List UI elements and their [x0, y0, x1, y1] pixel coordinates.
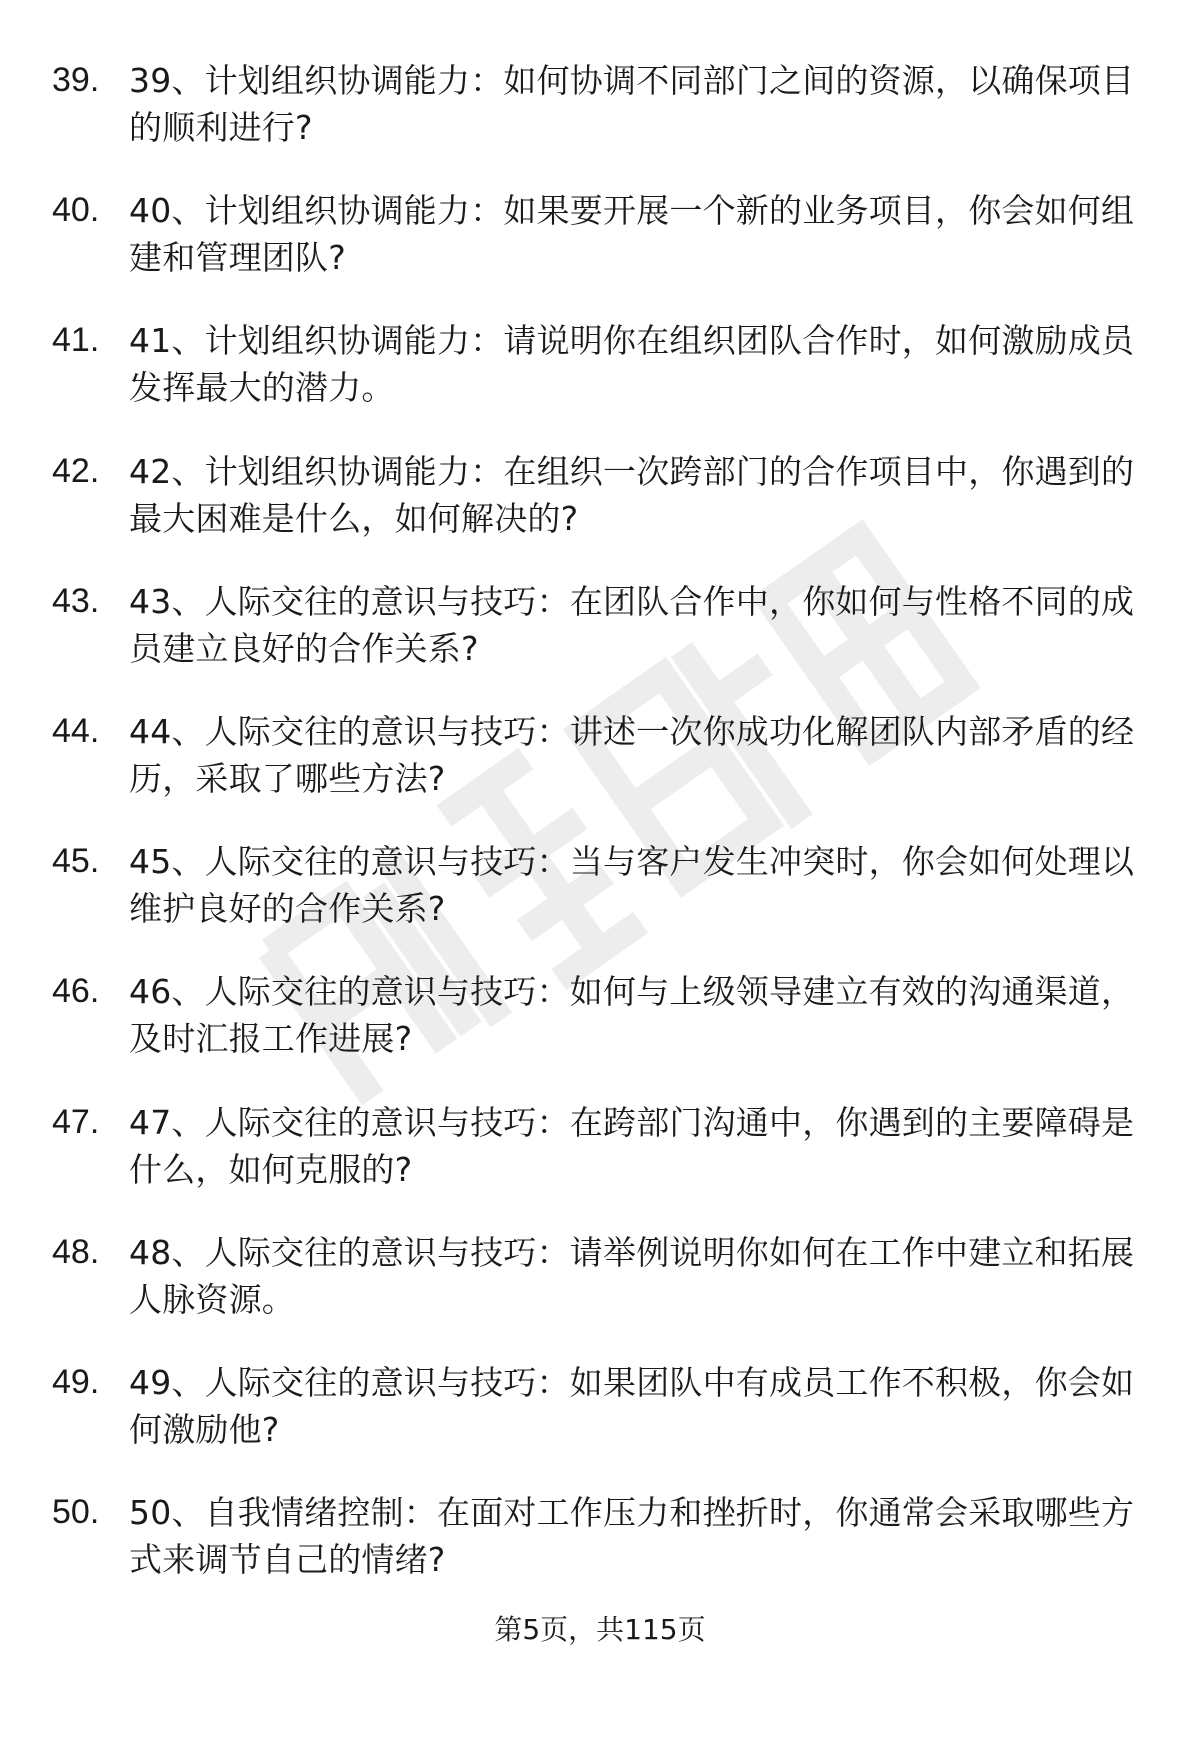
item-number: 47. [52, 1102, 100, 1141]
item-text: 47、人际交往的意识与技巧：在跨部门沟通中，你遇到的主要障碍是什么，如何克服的? [129, 1102, 1135, 1189]
list-item [52, 708, 1152, 838]
item-text: 44、人际交往的意识与技巧：讲述一次你成功化解团队内部矛盾的经历，采取了哪些方法? [129, 711, 1135, 798]
item-number: 43. [52, 581, 100, 620]
page-number-footer: 第5页，共115页 [494, 1613, 706, 1646]
item-text: 43、人际交往的意识与技巧：在团队合作中，你如何与性格不同的成员建立良好的合作关系? [129, 581, 1135, 668]
list-item [52, 578, 1152, 708]
item-number: 46. [52, 972, 100, 1011]
item-number: 44. [52, 711, 100, 750]
item-number: 39. [52, 61, 100, 99]
item-text: 49、人际交往的意识与技巧：如果团队中有成员工作不积极，你会如何激励他? [129, 1362, 1135, 1449]
item-text: 48、人际交往的意识与技巧：请举例说明你如何在工作中建立和拓展人脉资源。 [129, 1232, 1135, 1319]
list-item [52, 448, 1152, 578]
list-item [52, 1359, 1152, 1489]
item-text: 41、计划组织协调能力：请说明你在组织团队合作时，如何激励成员发挥最大的潜力。 [129, 321, 1135, 408]
item-number: 42. [52, 451, 100, 490]
item-text: 39、计划组织协调能力：如何协调不同部门之间的资源，以确保项目的顺利进行? [129, 61, 1135, 147]
list-item [52, 1489, 1152, 1619]
item-number: 40. [52, 191, 100, 230]
item-number: 50. [52, 1493, 100, 1532]
item-number: 41. [52, 321, 100, 360]
list-item [52, 57, 1152, 187]
list-item [52, 1229, 1152, 1359]
list-item [52, 968, 1152, 1098]
item-text: 50、自我情绪控制：在面对工作压力和挫折时，你通常会采取哪些方式来调节自己的情绪? [129, 1493, 1135, 1580]
list-item [52, 317, 1152, 447]
item-text: 46、人际交往的意识与技巧：如何与上级领导建立有效的沟通渠道，及时汇报工作进展? [129, 972, 1135, 1059]
item-number: 45. [52, 842, 100, 881]
list-item [52, 187, 1152, 317]
item-number: 48. [52, 1232, 100, 1271]
item-text: 42、计划组织协调能力：在组织一次跨部门的合作项目中，你遇到的最大困难是什么，如何解决的? [129, 451, 1135, 538]
item-text: 45、人际交往的意识与技巧：当与客户发生冲突时，你会如何处理以维护良好的合作关系? [129, 842, 1135, 929]
item-number: 49. [52, 1362, 100, 1401]
list-item [52, 838, 1152, 968]
list-item [52, 1099, 1152, 1229]
question-list [52, 57, 1152, 1619]
item-text: 40、计划组织协调能力：如果要开展一个新的业务项目，你会如何组建和管理团队? [129, 191, 1135, 278]
